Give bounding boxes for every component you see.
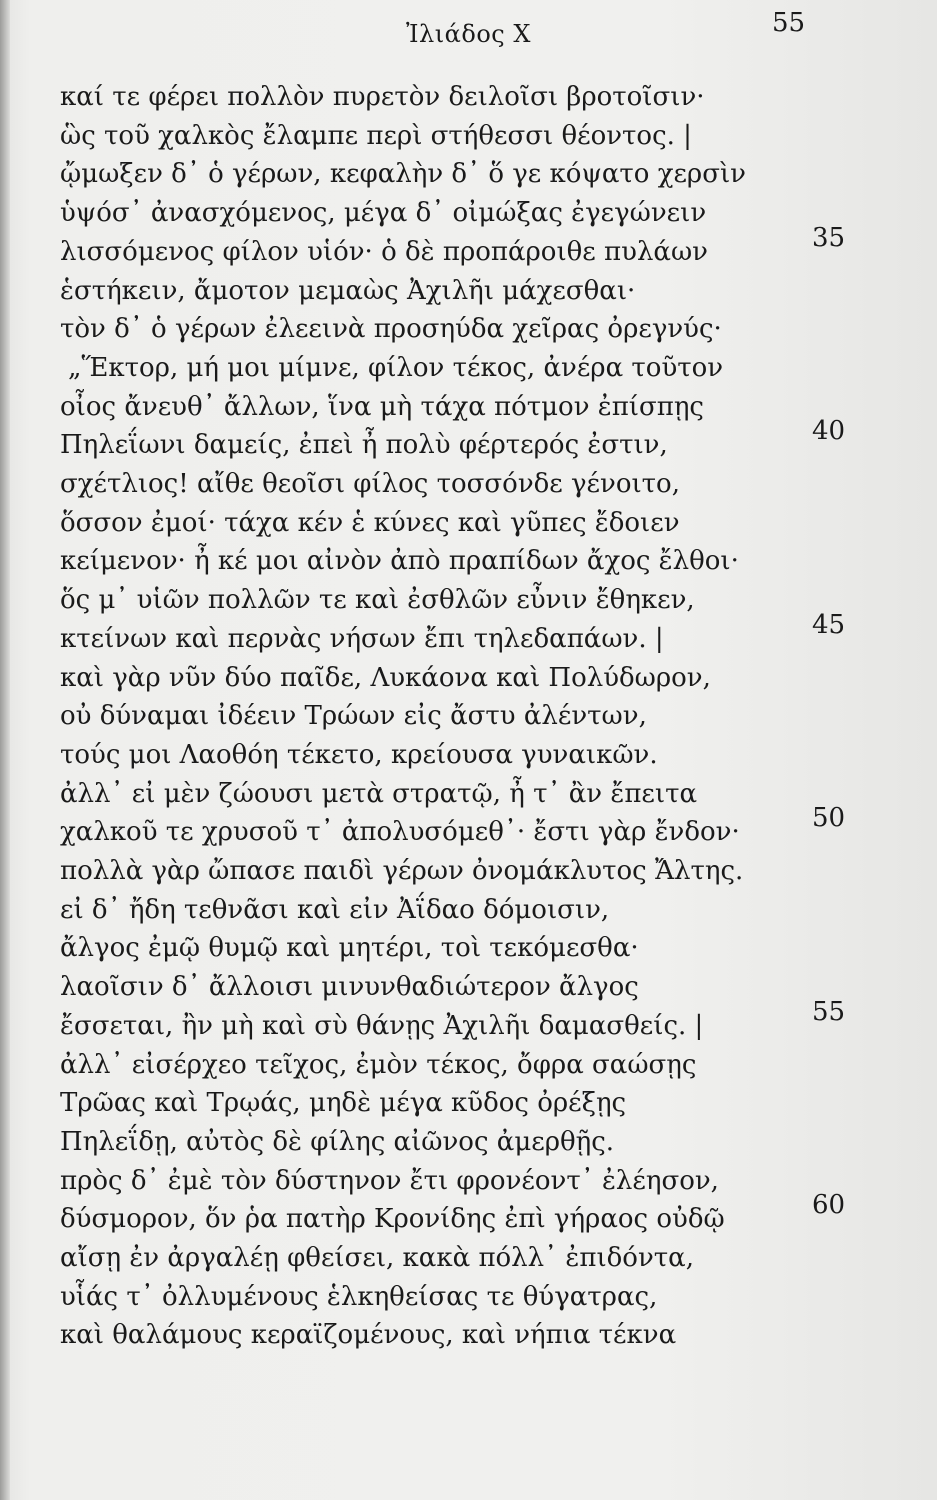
verse-line: κτείνων καὶ περνὰς νήσων ἔπι τηλεδαπάων. | [60,623,664,654]
verse-line: εἰ δ᾽ ἤδη τεθνᾶσι καὶ εἰν Ἀΐδαο δόμοισιν, [60,894,610,925]
page-gutter-shadow [0,0,10,1500]
verse-line: σχέτλιος! αἴθε θεοῖσι φίλος τοσσόνδε γένοιτο, [60,469,680,499]
verse-line-number: 45 [812,609,846,640]
verse-line: πολλὰ γὰρ ὤπασε παιδὶ γέρων ὀνομάκλυτος Ἄλτης. [60,856,744,886]
verse-line: λισσόμενος φίλον υἱόν· ὁ δὲ προπάροιθε πυλάων [60,236,708,267]
verse-line: ὅς μ᾽ υἱῶν πολλῶν τε καὶ ἐσθλῶν εὖνιν ἔθηκεν, [60,585,695,616]
verse-line: ὑψόσ᾽ ἀνασχόμενος, μέγα δ᾽ οἰμώξας ἐγεγώνειν [60,198,707,229]
verse-line: ὣς τοῦ χαλκὸς ἔλαμπε περὶ στήθεσσι θέοντος. | [60,120,692,151]
verse-line: χαλκοῦ τε χρυσοῦ τ᾽ ἀπολυσόμεθ᾽· ἔστι γὰρ ἔνδον· [60,817,740,848]
verse-line: ὅσσον ἐμοί· τάχα κέν ἑ κύνες καὶ γῦπες ἔδοιεν [60,507,680,538]
verse-line: δύσμορον, ὅν ῥα πατὴρ Κρονίδης ἐπὶ γήραος οὐδῷ [60,1204,725,1235]
verse-line: ἀλλ᾽ εἰσέρχεο τεῖχος, ἐμὸν τέκος, ὄφρα σαώσῃς [60,1049,697,1080]
verse-line: ἀλλ᾽ εἰ μὲν ζώουσι μετὰ στρατῷ, ἦ τ᾽ ἂν ἔπειτα [60,778,698,809]
verse-line: ἔσσεται, ἢν μὴ καὶ σὺ θάνῃς Ἀχιλῆι δαμασθείς. | [60,1010,704,1041]
verse-line: „Ἕκτορ, μή μοι μίμνε, φίλον τέκος, ἀνέρα τοῦτον [68,352,724,383]
verse-line: πρὸς δ᾽ ἐμὲ τὸν δύστηνον ἔτι φρονέοντ᾽ ἐλέησον, [60,1165,719,1196]
running-header-title: Ἰλιάδος X [406,20,531,48]
verse-line: Τρῶας καὶ Τρῳάς, μηδὲ μέγα κῦδος ὀρέξῃς [60,1088,627,1119]
verse-line: λαοῖσιν δ᾽ ἄλλοισι μινυνθαδιώτερον ἄλγος [60,972,639,1003]
verse-line: αἴσῃ ἐν ἀργαλέῃ φθείσει, κακὰ πόλλ᾽ ἐπιδόντα, [60,1243,694,1273]
verse-line: υἷάς τ᾽ ὀλλυμένους ἑλκηθείσας τε θύγατρας, [60,1281,658,1312]
verse-line: ἑστήκειν, ἄμοτον μεμαὼς Ἀχιλῆι μάχεσθαι· [60,275,636,306]
verse-line: ᾤμωξεν δ᾽ ὁ γέρων, κεφαλὴν δ᾽ ὅ γε κόψατο χερσὶν [60,159,746,190]
verse-line: καὶ γὰρ νῦν δύο παῖδε, Λυκάονα καὶ Πολύδωρον, [60,662,711,693]
verse-line-number: 55 [812,996,846,1027]
verse-line-number: 50 [812,803,846,834]
verse-line-number: 60 [812,1190,846,1221]
verse-line: Πηλεΐωνι δαμείς, ἐπεὶ ἦ πολὺ φέρτερός ἐστιν, [60,430,668,461]
verse-line: κείμενον· ἦ κέ μοι αἰνὸν ἀπὸ πραπίδων ἄχος ἔλθοι· [60,546,739,577]
verse-line: οὐ δύναμαι ἰδέειν Τρώων εἰς ἄστυ ἀλέντων, [60,701,647,732]
verse-line: οἶος ἄνευθ᾽ ἄλλων, ἵνα μὴ τάχα πότμον ἐπίσπῃς [60,391,704,422]
verse-line: τούς μοι Λαοθόη τέκετο, κρείουσα γυναικῶν. [60,739,658,770]
verse-line: τὸν δ᾽ ὁ γέρων ἐλεεινὰ προσηύδα χεῖρας ὀρεγνύς· [60,314,722,345]
verse-line: καί τε φέρει πολλὸν πυρετὸν δειλοῖσι βροτοῖσιν· [60,82,705,112]
verse-line-number: 40 [812,416,846,447]
verse-line: ἄλγος ἐμῷ θυμῷ καὶ μητέρι, τοὶ τεκόμεσθα· [60,933,639,964]
page-number: 55 [772,8,806,38]
verse-line: καὶ θαλάμους κεραϊζομένους, καὶ νήπια τέκνα [60,1320,677,1351]
verse-line: Πηλεΐδῃ, αὐτὸς δὲ φίλης αἰῶνος ἀμερθῇς. [60,1126,615,1157]
verse-line-number: 35 [812,222,846,253]
